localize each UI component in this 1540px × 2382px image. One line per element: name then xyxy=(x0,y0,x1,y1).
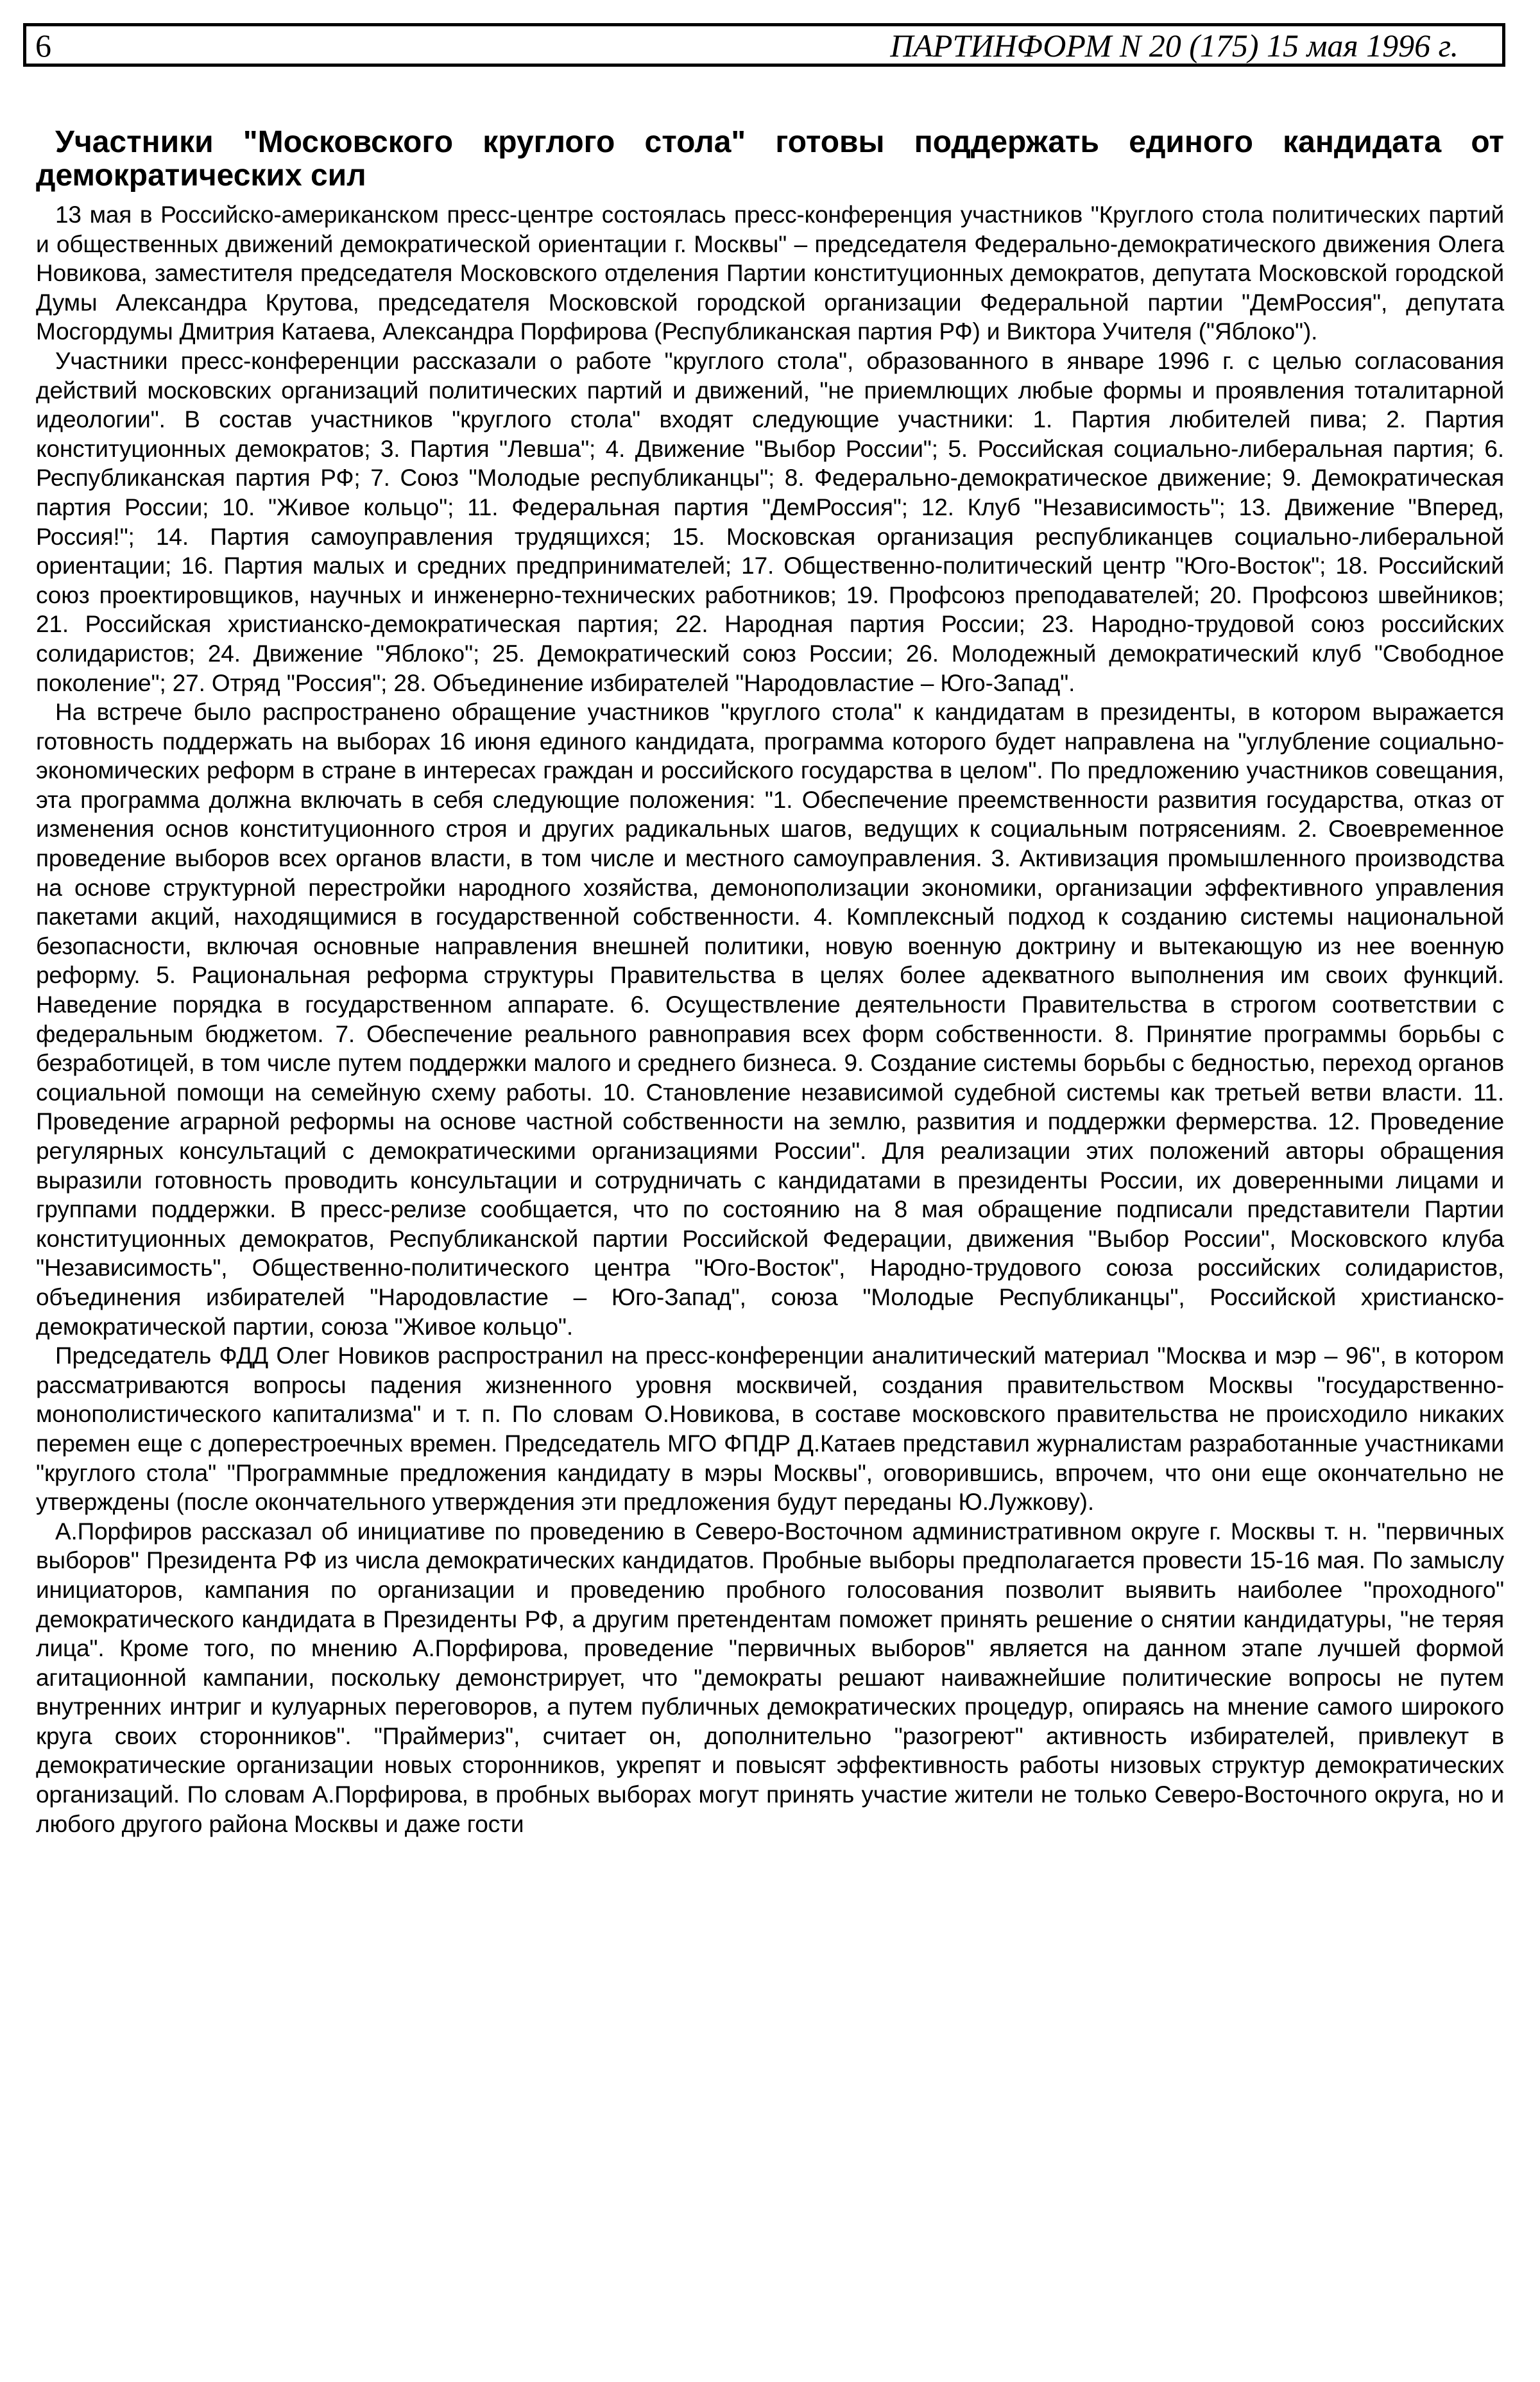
article xyxy=(36,126,1504,1838)
page-number: 6 xyxy=(35,28,51,64)
article-paragraph: А.Порфиров рассказал об инициативе по проведению в Северо-Восточном административном округе г. Москвы т. н. "первичных выборов" Президента РФ из числа демократических кандидатов. Пробные выборы предполагается провести 15-16 мая. По замыслу инициаторов, кампания по организации и проведению пробного голосования позволит выявить наиболее "проходного" демократического кандидата в Президенты РФ, а другим претендентам поможет принять решение о снятии кандидатуры, "не теряя лица". Кроме того, по мнению А.Порфирова, проведение "первичных выборов" является на данном этапе лучшей формой агитационной кампании, поскольку демонстрирует, что "демократы решают наиважнейшие политические вопросы не путем внутренних интриг и кулуарных переговоров, а путем публичных демократических процедур, опираясь на мнение самого широкого круга своих сторонников". "Праймериз", считает он, дополнительно "разогреют" активность избирателей, привлекут в демократические организации новых сторонников, укрепят и повысят эффективность работы низовых структур демократических организаций. По словам А.Порфирова, в пробных выборах могут принять участие жители не только Северо-Восточного округа, но и любого другого района Москвы и даже гости xyxy=(36,1518,1504,1837)
article-title: Участники "Московского круглого стола" готовы поддержать единого кандидата от демократических сил xyxy=(36,125,1504,193)
page-header xyxy=(23,23,1505,67)
issue-info: ПАРТИНФОРМ N 20 (175) 15 мая 1996 г. xyxy=(890,28,1459,64)
article-paragraph: Председатель ФДД Олег Новиков распространил на пресс-конференции аналитический материал "Москва и мэр – 96", в котором рассматриваются вопросы падения жизненного уровня москвичей, создания правительством Москвы "государственно-монополистического капитализма" и т. п. По словам О.Новикова, в составе московского правительства не происходило никаких перемен еще с доперестроечных времен. Председатель МГО ФПДР Д.Катаев представил журналистам разработанные участниками "круглого стола" "Программные предложения кандидату в мэры Москвы", оговорившись, впрочем, что они еще окончательно не утверждены (после окончательного утверждения эти предложения будут переданы Ю.Лужкову). xyxy=(36,1342,1504,1516)
article-paragraph: На встрече было распространено обращение участников "круглого стола" к кандидатам в президенты, в котором выражается готовность поддержать на выборах 16 июня единого кандидата, программа которого будет направлена на "углубление социально-экономических реформ в стране в интересах граждан и российского государства в целом". По предложению участников совещания, эта программа должна включать в себя следующие положения: "1. Обеспечение преемственности развития государства, отказ от изменения основ конституционного строя и других радикальных шагов, ведущих к социальным потрясениям. 2. Своевременное проведение выборов всех органов власти, в том числе и местного самоуправления. 3. Активизация промышленного производства на основе структурной перестройки народного хозяйства, демонополизации экономики, организации эффективного управления пакетами акций, находящимися в государственной собственности. 4. Комплексный подход к созданию системы национальной безопасности, включая основные направления внешней политики, новую военную доктрину и вытекающую из нее военную реформу. 5. Рациональная реформа структуры Правительства в целях более адекватного выполнения им своих функций. Наведение порядка в государственном аппарате. 6. Осуществление деятельности Правительства в строгом соответствии с федеральным бюджетом. 7. Обеспечение реального равноправия всех форм собственности. 8. Принятие программы борьбы с безработицей, в том числе путем поддержки малого и среднего бизнеса. 9. Создание системы борьбы с бедностью, переход органов социальной помощи на семейную схему работы. 10. Становление независимой судебной системы как третьей ветви власти. 11. Проведение аграрной реформы на основе частной собственности на землю, развития и поддержки фермерства. 12. Проведение регулярных консультаций с демократическими организациями России". Для реализации этих положений авторы обращения выразили готовность проводить консультации и сотрудничать с кандидатами в президенты России, их доверенными лицами и группами поддержки. В пресс-релизе сообщается, что по состоянию на 8 мая обращение подписали представители Партии конституционных демократов, Республиканской партии Российской Федерации, движения "Выбор России", Московского клуба "Независимость", Общественно-политического центра "Юго-Восток", Народно-трудового союза российских солидаристов, объединения избирателей "Народовластие – Юго-Запад", союза "Молодые Республиканцы", Российской христианско-демократической партии, союза "Живое кольцо". xyxy=(36,699,1504,1340)
article-paragraph: 13 мая в Российско-американском пресс-центре состоялась пресс-конференция участников "Круглого стола политических партий и общественных движений демократической ориентации г. Москвы" – председателя Федерально-демократического движения Олега Новикова, заместителя председателя Московского отделения Партии конституционных демократов, депутата Московской городской Думы Александра Крутова, председателя Московской городской организации Федеральной партии "ДемРоссия", депутата Мосгордумы Дмитрия Катаева, Александра Порфирова (Республиканская партия РФ) и Виктора Учителя ("Яблоко"). xyxy=(36,201,1504,345)
article-paragraph: Участники пресс-конференции рассказали о работе "круглого стола", образованного в январе 1996 г. с целью согласования действий московских организаций политических партий и движений, "не приемлющих любые формы и проявления тоталитарной идеологии". В состав участников "круглого стола" входят следующие участники: 1. Партия любителей пива; 2. Партия конституционных демократов; 3. Партия "Левша"; 4. Движение "Выбор России"; 5. Российская социально-либеральная партия; 6. Республиканская партия РФ; 7. Союз "Молодые республиканцы"; 8. Федерально-демократическое движение; 9. Демократическая партия России; 10. "Живое кольцо"; 11. Федеральная партия "ДемРоссия"; 12. Клуб "Независимость"; 13. Движение "Вперед, Россия!"; 14. Партия самоуправления трудящихся; 15. Московская организация республиканцев социально-либеральной ориентации; 16. Партия малых и средних предпринимателей; 17. Общественно-политический центр "Юго-Восток"; 18. Российский союз проектировщиков, научных и инженерно-технических работников; 19. Профсоюз преподавателей; 20. Профсоюз швейников; 21. Российская христианско-демократическая партия; 22. Народная партия России; 23. Народно-трудовой союз российских солидаристов; 24. Движение "Яблоко"; 25. Демократический союз России; 26. Молодежный демократический клуб "Свободное поколение"; 27. Отряд "Россия"; 28. Объединение избирателей "Народовластие – Юго-Запад". xyxy=(36,347,1504,696)
